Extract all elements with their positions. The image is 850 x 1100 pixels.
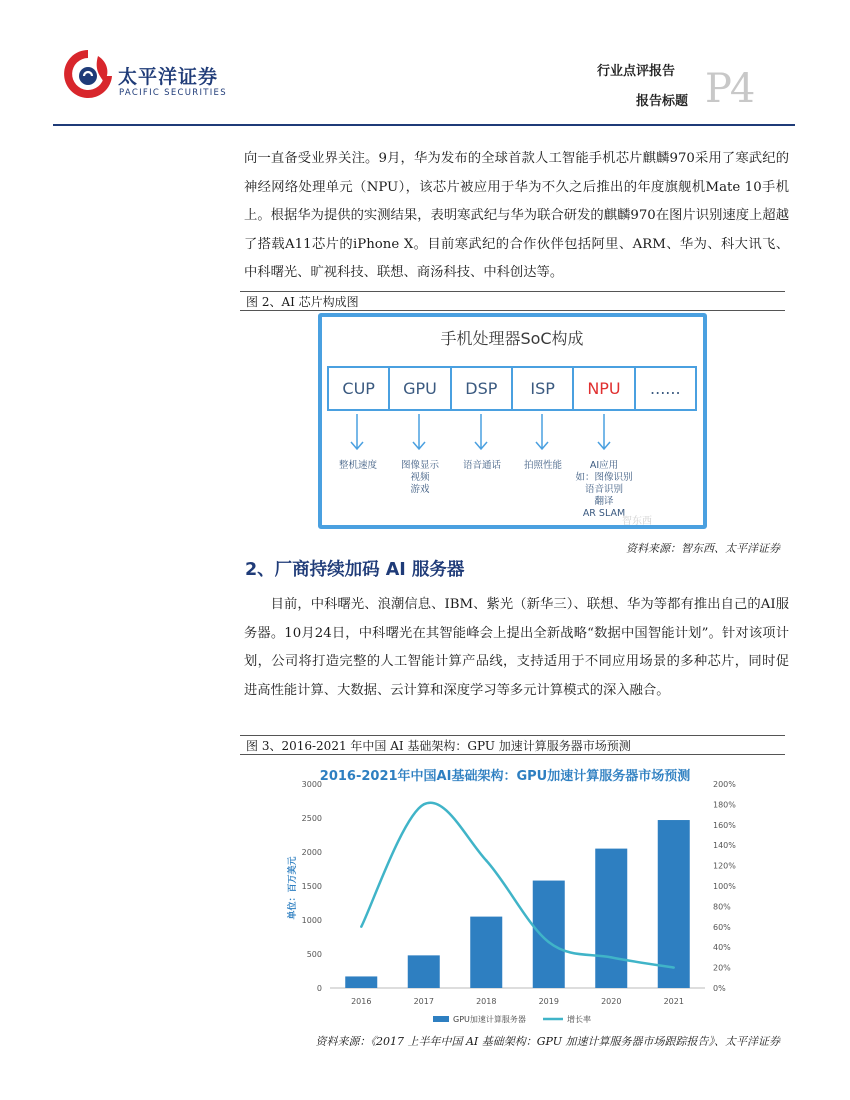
soc-desc-line: 视频 <box>410 472 430 483</box>
chart-title: 2016-2021年中国AI基础架构：GPU加速计算服务器市场预测 <box>319 769 691 784</box>
y2-tick-label: 80% <box>713 902 731 912</box>
section1-body <box>244 145 789 288</box>
bar-2017 <box>408 955 440 988</box>
down-arrow-icon <box>536 414 548 449</box>
y-tick-label: 500 <box>306 950 322 959</box>
soc-desc-line: 图像显示 <box>400 460 439 471</box>
section2-body <box>244 591 789 705</box>
soc-desc-line: 翻译 <box>594 496 614 507</box>
soc-desc-line: 如：图像识别 <box>575 472 633 483</box>
soc-desc-gpu <box>389 460 451 496</box>
soc-desc-line: 语音识别 <box>584 484 623 495</box>
growth-point-2017 <box>423 803 425 805</box>
figure3-source: 资料来源：《2017 上半年中国 AI 基础架构：GPU 加速计算服务器市场跟踪报告》、太平洋证券 <box>315 1035 780 1048</box>
section2-heading: 2、厂商持续加码 AI 服务器 <box>245 560 465 580</box>
figure2-watermark: 智东西 <box>622 516 652 527</box>
bar-2020 <box>595 849 627 988</box>
y2-tick-label: 120% <box>713 861 736 871</box>
y-tick-label: 2000 <box>301 848 322 857</box>
x-tick-label: 2021 <box>663 997 684 1006</box>
x-tick-label: 2017 <box>413 997 434 1006</box>
y2-tick-label: 200% <box>713 780 736 789</box>
gpu-server-market-chart <box>265 760 745 1030</box>
soc-arrows <box>327 414 697 454</box>
section2-paragraph: 目前，中科曙光、浪潮信息、IBM、紫光（新华三）、联想、华为等都有推出自己的AI服务器。10月24日，中科曙光在其智能峰会上提出全新战略“数据中国智能计划”。针对该项计划，公司将打造完整的人工智能计算产品线，支持适用于不同应用场景的多种芯片，同时促进高性能计算、大数据、云计算和深度学习等多元计算模式的深入融合。 <box>244 597 789 698</box>
bar-2019 <box>533 881 565 988</box>
x-tick-label: 2016 <box>351 997 372 1006</box>
figure2-title: 手机处理器SoC构成 <box>440 329 584 348</box>
down-arrow-icon <box>598 414 610 449</box>
y-tick-label: 2500 <box>301 814 322 823</box>
legend-bar-label: GPU加速计算服务器 <box>453 1015 526 1024</box>
y2-tick-label: 40% <box>713 943 731 953</box>
soc-desc-line: 游戏 <box>410 484 430 495</box>
soc-cell-npu: NPU <box>574 368 635 409</box>
soc-desc-cup <box>327 460 389 472</box>
soc-desc-line: 整机速度 <box>338 460 377 471</box>
growth-point-2019 <box>548 941 550 943</box>
logo-chinese-name: 太平洋证券 <box>118 66 219 88</box>
x-tick-label: 2018 <box>476 997 497 1006</box>
soc-desc-npu <box>564 460 644 520</box>
growth-point-2021 <box>673 966 675 968</box>
x-tick-label: 2020 <box>601 997 622 1006</box>
x-tick-label: 2019 <box>538 997 559 1006</box>
soc-cell-gpu: GPU <box>390 368 451 409</box>
chart-ylabel: 单位：百万美元 <box>288 856 298 920</box>
down-arrow-icon <box>475 414 487 449</box>
soc-cell-more: ...... <box>650 379 681 398</box>
y-tick-label: 0 <box>316 984 322 993</box>
logo-english-name: PACIFIC SECURITIES <box>119 88 227 98</box>
figure3-caption: 图 3、2016-2021 年中国 AI 基础架构：GPU 加速计算服务器市场预测 <box>240 735 785 755</box>
report-type: 行业点评报告 <box>597 64 676 79</box>
legend-line-label: 增长率 <box>567 1015 591 1024</box>
bar-2021 <box>658 820 690 988</box>
header-rule <box>53 124 795 126</box>
figure2-caption: 图 2、AI 芯片构成图 <box>240 291 785 311</box>
soc-desc-line: AI应用 <box>589 460 619 471</box>
soc-desc-line: AR SLAM <box>582 508 626 519</box>
bar-2016 <box>345 976 377 988</box>
soc-cell-cup: CUP <box>329 368 390 409</box>
figure2-source: 资料来源：智东西、太平洋证券 <box>626 542 780 555</box>
growth-point-2020 <box>610 956 612 958</box>
y2-tick-label: 140% <box>713 841 736 851</box>
soc-cell-isp: ISP <box>513 368 574 409</box>
page-number: P4 <box>705 66 754 112</box>
bar-2018 <box>470 917 502 988</box>
legend-bar-swatch <box>433 1016 449 1022</box>
soc-desc-dsp <box>451 460 513 472</box>
y-tick-label: 3000 <box>301 780 322 789</box>
y2-tick-label: 100% <box>713 882 736 891</box>
soc-component-row <box>327 366 697 411</box>
down-arrow-icon <box>351 414 363 449</box>
y-tick-label: 1500 <box>301 882 322 891</box>
report-title: 报告标题 <box>636 94 689 109</box>
y-tick-label: 1000 <box>301 916 322 925</box>
section1-paragraph: 向一直备受业界关注。9月，华为发布的全球首款人工智能手机芯片麒麟970采用了寒武纪的神经网络处理单元（NPU），该芯片被应用于华为不久之后推出的年度旗舰机Mate 10手机上。根据华为提供的实测结果，表明寒武纪与华为联合研发的麒麟970在图片识别速度上超越了搭载A11芯片的iPhone X。目前寒武纪的合作伙伴包括阿里、ARM、华为、科大讯飞、中科曙光、旷视科技、联想、商汤科技、中科创达等。 <box>244 151 789 280</box>
y2-tick-label: 160% <box>713 820 736 830</box>
y2-tick-label: 180% <box>713 800 736 810</box>
soc-desc-line: 语音通话 <box>462 460 501 471</box>
y2-tick-label: 20% <box>713 963 731 973</box>
down-arrow-icon <box>413 414 425 449</box>
growth-point-2016 <box>360 926 362 928</box>
pacific-securities-logo-icon <box>60 46 116 102</box>
soc-cell-dsp: DSP <box>452 368 513 409</box>
y2-tick-label: 60% <box>713 922 731 932</box>
y2-tick-label: 0% <box>713 984 726 993</box>
growth-point-2018 <box>485 859 487 861</box>
soc-desc-line: 拍照性能 <box>523 460 562 471</box>
